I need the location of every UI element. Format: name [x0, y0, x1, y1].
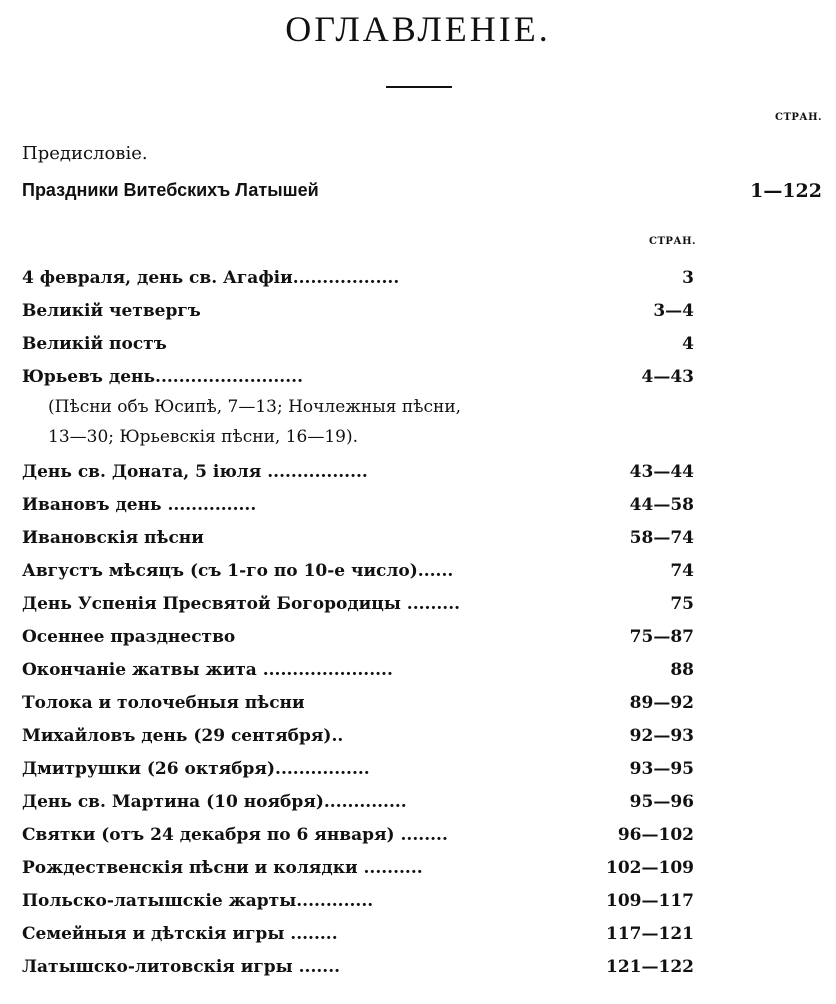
toc-entry [22, 295, 694, 328]
toc-entry-label: 4 февраля, день св. Агафiи.................. [22, 268, 400, 288]
toc-entry-label: Михайловъ день (29 сентября).. [22, 726, 344, 746]
toc-note-line: 13—30; Юрьевскiя пѣсни, 16—19). [48, 427, 359, 447]
toc-entry-note [22, 392, 694, 454]
toc-entry-label: Дмитрушки (26 октября)................ [22, 759, 370, 779]
toc-entry [22, 753, 694, 786]
toc-entry-pages: 4 [682, 334, 694, 354]
toc-entry-pages: 75—87 [629, 627, 694, 647]
toc-entry [22, 951, 694, 984]
toc-entry-pages: 75 [670, 594, 694, 614]
toc-entry [22, 328, 694, 361]
toc-entry-label: Польско-латышскiе жарты............. [22, 891, 374, 911]
toc-entry-pages: 89—92 [629, 693, 694, 713]
toc-entry-pages: 4—43 [641, 367, 694, 387]
toc-entry [22, 819, 694, 852]
toc-entry [22, 588, 694, 621]
toc-entry-pages: 95—96 [629, 792, 694, 812]
toc-entry-label: Осеннее празднество [22, 627, 236, 647]
toc-entry-label: Толока и толочебныя пѣсни [22, 693, 305, 713]
section-pages: 1—122 [750, 180, 822, 202]
toc-entry-pages: 92—93 [629, 726, 694, 746]
toc-note-line: (Пѣсни объ Юсипѣ, 7—13; Ночлежныя пѣсни, [48, 397, 462, 417]
toc-entry [22, 786, 694, 819]
section-title: Праздники Витебскихъ Латышей [22, 180, 319, 200]
toc-entry [22, 687, 694, 720]
toc-entry-pages: 93—95 [629, 759, 694, 779]
toc-entry-label: Великiй постъ [22, 334, 167, 354]
toc-entry [22, 555, 694, 588]
toc-entry-label: Великiй четвергъ [22, 301, 201, 321]
page-column-label: СТРАН. [775, 112, 822, 123]
toc-entry-pages: 43—44 [629, 462, 694, 482]
toc-entry [22, 885, 694, 918]
toc-entry-label: Рождественскiя пѣсни и колядки .......... [22, 858, 423, 878]
toc-entry-label: Окончанiе жатвы жита ...................... [22, 660, 393, 680]
toc-entry [22, 262, 694, 295]
toc-entry [22, 621, 694, 654]
toc-entry [22, 852, 694, 885]
toc-entry-pages: 102—109 [606, 858, 694, 878]
toc-entry [22, 918, 694, 951]
toc-entry-label: День св. Доната, 5 iюля ................. [22, 462, 368, 482]
toc-entry-label: Семейныя и дѣтскiя игры ........ [22, 924, 338, 944]
preface-entry: Предисловiе. [22, 143, 148, 164]
toc-entry-label: Ивановскiя пѣсни [22, 528, 204, 548]
toc-entry-label: День св. Мартина (10 ноября).............. [22, 792, 407, 812]
toc-entry-label: Августъ мѣсяцъ (съ 1-го по 10-е число)...... [22, 561, 454, 581]
toc-entry-label: Святки (отъ 24 декабря по 6 января) ........ [22, 825, 448, 845]
toc-entry-pages: 109—117 [606, 891, 694, 911]
toc-entry [22, 720, 694, 753]
toc-entry-pages: 44—58 [629, 495, 694, 515]
toc-entry-label: День Успенiя Пресвятой Богородицы ......... [22, 594, 461, 614]
page-title: ОГЛАВЛЕНIЕ. [285, 9, 551, 49]
toc-entry [22, 522, 694, 555]
toc-entry [22, 489, 694, 522]
toc-entry-pages: 3 [682, 268, 694, 288]
toc-entry-pages: 58—74 [629, 528, 694, 548]
subsection-page-column-label: СТРАН. [649, 236, 696, 247]
toc-entry-pages: 96—102 [617, 825, 694, 845]
toc-entry-label: Юрьевъ день......................... [22, 367, 303, 387]
toc-entry-pages: 117—121 [606, 924, 694, 944]
toc-entry-pages: 121—122 [606, 957, 694, 977]
toc-entry [22, 361, 694, 394]
toc-entry-pages: 74 [670, 561, 694, 581]
table-of-contents [22, 262, 694, 984]
title-rule [386, 86, 452, 88]
toc-entry-label: Латышско-литовскiя игры ....... [22, 957, 341, 977]
toc-entry [22, 456, 694, 489]
toc-entry-pages: 88 [670, 660, 694, 680]
toc-entry [22, 654, 694, 687]
toc-entry-pages: 3—4 [653, 301, 694, 321]
toc-entry-label: Ивановъ день ............... [22, 495, 257, 515]
